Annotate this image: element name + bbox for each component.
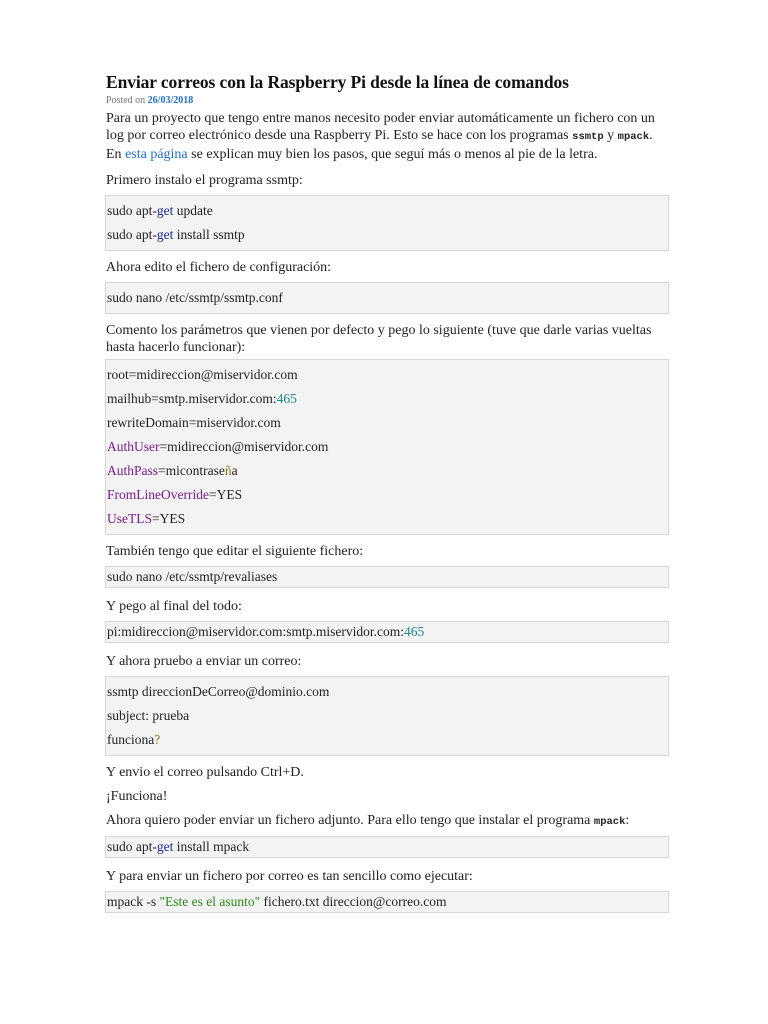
intro-text: Para un proyecto que tengo entre manos necesito poder enviar automáticamente un fichero con un log por correo electrónico desde una Raspberry Pi. Esto se hace con los programas — [106, 111, 655, 143]
code-line: mailhub=smtp.miservidor.com:465 — [107, 391, 297, 406]
also-paragraph: También tengo que editar el siguiente fichero: — [106, 544, 364, 559]
posted-label: Posted on — [106, 95, 146, 106]
code-block-edit — [105, 282, 669, 314]
edit-paragraph: Ahora edito el fichero de configuración: — [106, 260, 332, 275]
simple-paragraph: Y para enviar un fichero por correo es tan sencillo como ejecutar: — [106, 869, 473, 884]
code-line: subject: prueba — [107, 708, 190, 723]
code-line: pi:midireccion@miservidor.com:smtp.miservidor.com:465 — [107, 624, 425, 639]
cmd-ssmtp: ssmtp — [572, 131, 604, 143]
code-line: sudo nano /etc/ssmtp/revaliases — [107, 569, 278, 584]
comment-paragraph: Comento los parámetros que vienen por defecto y pego lo siguiente (tuve que darle varias vueltas hasta hacerlo funcionar): — [106, 323, 652, 355]
code-line: sudo apt-get update — [107, 203, 213, 218]
code-line: sudo apt-get install mpack — [107, 839, 250, 854]
code-block-revaliases-content — [105, 621, 669, 643]
code-line: FromLineOverride=YES — [107, 487, 243, 502]
code-block-mpack — [105, 836, 669, 858]
try-paragraph: Y ahora pruebo a enviar un correo: — [106, 654, 302, 669]
intro-text-3: se explican muy bien los pasos, que seguí más o menos al pie de la letra. — [187, 147, 598, 162]
intro-text-2: . En — [106, 128, 653, 162]
code-line: mpack -s "Este es el asunto" fichero.txt direccion@correo.com — [107, 894, 447, 909]
code-line: AuthPass=micontraseña — [107, 463, 238, 478]
code-line: root=midireccion@miservidor.com — [107, 367, 298, 382]
code-line: sudo nano /etc/ssmtp/ssmtp.conf — [107, 290, 283, 305]
article-title: Enviar correos con la Raspberry Pi desde la línea de comandos — [106, 72, 569, 92]
article — [106, 70, 669, 913]
send-paragraph: Y envio el correo pulsando Ctrl+D. — [106, 765, 304, 780]
code-block-revaliases — [105, 566, 669, 588]
code-block-config — [105, 359, 669, 535]
works-paragraph: ¡Funciona! — [106, 789, 168, 804]
esta-pagina-link[interactable]: esta página — [125, 147, 188, 162]
code-line: funciona? — [107, 732, 161, 747]
attach-paragraph: Ahora quiero poder enviar un fichero adjunto. Para ello tengo que instalar el programa mpack: — [106, 813, 630, 828]
cmd-mpack: mpack — [617, 131, 650, 143]
code-line: AuthUser=midireccion@miservidor.com — [107, 439, 329, 454]
paste-paragraph: Y pego al final del todo: — [106, 599, 242, 614]
code-line: UseTLS=YES — [107, 511, 186, 526]
post-date-link[interactable]: 26/03/2018 — [147, 95, 194, 106]
code-line: ssmtp direccionDeCorreo@dominio.com — [107, 684, 330, 699]
cmd-mpack: mpack — [593, 816, 626, 828]
intro-and: y — [603, 128, 618, 143]
intro-paragraph — [106, 110, 669, 163]
code-block-install — [105, 195, 669, 251]
install-paragraph: Primero instalo el programa ssmtp: — [106, 173, 303, 188]
code-block-send — [105, 891, 669, 913]
post-meta — [106, 95, 669, 107]
code-line: sudo apt-get install ssmtp — [107, 227, 245, 242]
code-block-mail — [105, 676, 669, 756]
code-line: rewriteDomain=miservidor.com — [107, 415, 281, 430]
